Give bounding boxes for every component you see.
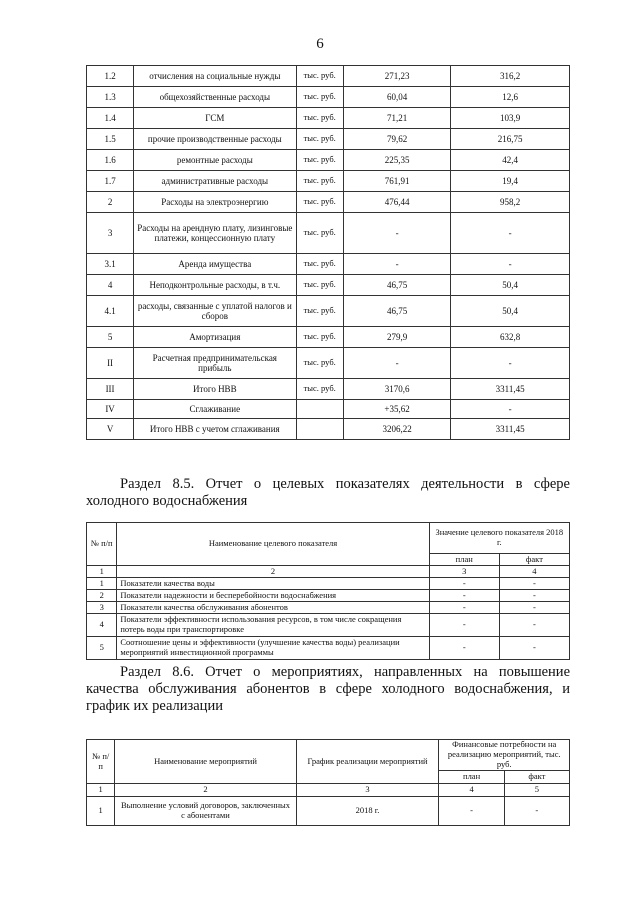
- row-name: ГСМ: [134, 108, 296, 129]
- row-name: Выполнение условий договоров, заключенных с абонентами: [115, 797, 296, 826]
- row-plan: -: [343, 348, 450, 379]
- table-row: [87, 379, 570, 400]
- row-plan: 279,9: [343, 327, 450, 348]
- row-plan: +35,62: [343, 400, 450, 419]
- row-name: общехозяйственные расходы: [134, 87, 296, 108]
- row-name: Амортизация: [134, 327, 296, 348]
- table-row: [87, 327, 570, 348]
- row-number: 5: [87, 637, 117, 660]
- table-row: [87, 87, 570, 108]
- row-unit: тыс. руб.: [296, 275, 343, 296]
- row-number: 1: [87, 578, 117, 590]
- row-fact: -: [451, 348, 570, 379]
- row-fact: 3311,45: [451, 379, 570, 400]
- target-indicators-table: [86, 522, 570, 660]
- table-row: [87, 171, 570, 192]
- table-row: [87, 254, 570, 275]
- row-plan: 46,75: [343, 296, 450, 327]
- row-unit: тыс. руб.: [296, 108, 343, 129]
- table-row: [87, 192, 570, 213]
- row-fact: 42,4: [451, 150, 570, 171]
- row-plan: -: [439, 797, 504, 826]
- table-row: [87, 419, 570, 440]
- row-plan: 271,23: [343, 66, 450, 87]
- row-fact: -: [499, 590, 569, 602]
- row-name: Показатели надежности и бесперебойности водоснабжения: [117, 590, 429, 602]
- row-schedule: 2018 г.: [296, 797, 439, 826]
- table-row: [87, 108, 570, 129]
- row-fact: 316,2: [451, 66, 570, 87]
- col-fact-header: факт: [499, 554, 569, 566]
- row-unit: тыс. руб.: [296, 66, 343, 87]
- row-fact: 50,4: [451, 275, 570, 296]
- row-number: 1.7: [87, 171, 134, 192]
- row-plan: -: [429, 590, 499, 602]
- row-fact: 958,2: [451, 192, 570, 213]
- row-unit: тыс. руб.: [296, 213, 343, 254]
- cost-table: [86, 65, 570, 440]
- row-fact: -: [451, 254, 570, 275]
- col-finance-header: Финансовые потребности на реализацию мероприятий, тыс. руб.: [439, 740, 570, 771]
- row-number: V: [87, 419, 134, 440]
- row-number: IV: [87, 400, 134, 419]
- row-name: Расчетная предпринимательская прибыль: [134, 348, 296, 379]
- row-plan: -: [343, 213, 450, 254]
- row-fact: 19,4: [451, 171, 570, 192]
- row-plan: -: [429, 602, 499, 614]
- row-plan: -: [429, 637, 499, 660]
- table-row: [87, 213, 570, 254]
- row-name: Соотношение цены и эффективности (улучшение качества воды) реализации мероприятий инвестиционной программы: [117, 637, 429, 660]
- table-row: [87, 348, 570, 379]
- row-plan: 225,35: [343, 150, 450, 171]
- table-row: [87, 129, 570, 150]
- row-number: 3.1: [87, 254, 134, 275]
- row-plan: -: [429, 614, 499, 637]
- row-name: Расходы на арендную плату, лизинговые платежи, концессионную плату: [134, 213, 296, 254]
- row-number: 1: [87, 797, 115, 826]
- row-fact: -: [451, 400, 570, 419]
- table-row: [87, 614, 570, 637]
- row-fact: 216,75: [451, 129, 570, 150]
- col-plan-header: план: [429, 554, 499, 566]
- row-name: расходы, связанные с уплатой налогов и сборов: [134, 296, 296, 327]
- row-number: 1.2: [87, 66, 134, 87]
- row-number: II: [87, 348, 134, 379]
- row-name: Аренда имущества: [134, 254, 296, 275]
- row-unit: тыс. руб.: [296, 171, 343, 192]
- row-unit: [296, 400, 343, 419]
- row-plan: 3206,22: [343, 419, 450, 440]
- row-number: 4: [87, 275, 134, 296]
- measures-table: [86, 739, 570, 826]
- row-number: 2: [87, 192, 134, 213]
- row-unit: тыс. руб.: [296, 254, 343, 275]
- row-fact: 50,4: [451, 296, 570, 327]
- row-name: отчисления на социальные нужды: [134, 66, 296, 87]
- row-unit: тыс. руб.: [296, 327, 343, 348]
- row-fact: -: [499, 614, 569, 637]
- row-fact: 632,8: [451, 327, 570, 348]
- row-plan: 761,91: [343, 171, 450, 192]
- table-row: [87, 150, 570, 171]
- table-row: [87, 637, 570, 660]
- col-name-header: Наименование мероприятий: [115, 740, 296, 784]
- index-cell: 3: [429, 566, 499, 578]
- row-name: Показатели качества обслуживания абонентов: [117, 602, 429, 614]
- row-name: Сглаживание: [134, 400, 296, 419]
- section-8-6-title: Раздел 8.6. Отчет о мероприятиях, направленных на повышение качества обслуживания абонентов в сфере холодного водоснабжения, и график их реализации: [86, 664, 570, 714]
- row-unit: тыс. руб.: [296, 348, 343, 379]
- row-fact: 12,6: [451, 87, 570, 108]
- col-num-header: № п/п: [87, 523, 117, 566]
- table-row: [87, 296, 570, 327]
- row-number: 5: [87, 327, 134, 348]
- table-row: [87, 578, 570, 590]
- row-plan: 46,75: [343, 275, 450, 296]
- row-unit: тыс. руб.: [296, 296, 343, 327]
- row-fact: 103,9: [451, 108, 570, 129]
- row-name: Итого НВВ: [134, 379, 296, 400]
- row-plan: 476,44: [343, 192, 450, 213]
- row-unit: тыс. руб.: [296, 379, 343, 400]
- table-row: [87, 590, 570, 602]
- row-unit: тыс. руб.: [296, 192, 343, 213]
- row-name: прочие производственные расходы: [134, 129, 296, 150]
- index-cell: 2: [117, 566, 429, 578]
- row-number: 4: [87, 614, 117, 637]
- index-cell: 2: [115, 784, 296, 797]
- col-plan-header: план: [439, 771, 504, 784]
- table-row: [87, 797, 570, 826]
- row-plan: -: [343, 254, 450, 275]
- index-cell: 4: [499, 566, 569, 578]
- table-row: [87, 400, 570, 419]
- row-plan: 3170,6: [343, 379, 450, 400]
- row-number: 3: [87, 602, 117, 614]
- row-fact: -: [499, 578, 569, 590]
- row-name: ремонтные расходы: [134, 150, 296, 171]
- row-name: административные расходы: [134, 171, 296, 192]
- row-number: 2: [87, 590, 117, 602]
- row-number: 3: [87, 213, 134, 254]
- row-fact: 3311,45: [451, 419, 570, 440]
- row-number: III: [87, 379, 134, 400]
- row-number: 1.4: [87, 108, 134, 129]
- row-unit: тыс. руб.: [296, 150, 343, 171]
- col-name-header: Наименование целевого показателя: [117, 523, 429, 566]
- row-fact: -: [451, 213, 570, 254]
- row-name: Показатели качества воды: [117, 578, 429, 590]
- row-number: 4.1: [87, 296, 134, 327]
- row-plan: 71,21: [343, 108, 450, 129]
- col-fact-header: факт: [504, 771, 569, 784]
- page-number: 6: [316, 36, 324, 52]
- col-value-header: Значение целевого показателя 2018 г.: [429, 523, 569, 554]
- row-unit: тыс. руб.: [296, 87, 343, 108]
- index-cell: 1: [87, 784, 115, 797]
- row-number: 1.6: [87, 150, 134, 171]
- index-cell: 5: [504, 784, 569, 797]
- row-number: 1.5: [87, 129, 134, 150]
- table-row: [87, 66, 570, 87]
- col-schedule-header: График реализации мероприятий: [296, 740, 439, 784]
- row-plan: 60,04: [343, 87, 450, 108]
- row-unit: [296, 419, 343, 440]
- row-name: Неподконтрольные расходы, в т.ч.: [134, 275, 296, 296]
- index-cell: 4: [439, 784, 504, 797]
- index-cell: 1: [87, 566, 117, 578]
- row-fact: -: [499, 602, 569, 614]
- table-row: [87, 602, 570, 614]
- index-cell: 3: [296, 784, 439, 797]
- row-name: Расходы на электроэнергию: [134, 192, 296, 213]
- section-8-5-title: Раздел 8.5. Отчет о целевых показателях деятельности в сфере холодного водоснабжения: [86, 476, 570, 509]
- row-fact: -: [499, 637, 569, 660]
- row-number: 1.3: [87, 87, 134, 108]
- col-num-header: № п/п: [87, 740, 115, 784]
- row-plan: 79,62: [343, 129, 450, 150]
- table-row: [87, 275, 570, 296]
- row-unit: тыс. руб.: [296, 129, 343, 150]
- row-plan: -: [429, 578, 499, 590]
- row-name: Итого НВВ с учетом сглаживания: [134, 419, 296, 440]
- row-name: Показатели эффективности использования ресурсов, в том числе сокращения потерь воды при транспортировке: [117, 614, 429, 637]
- row-fact: -: [504, 797, 569, 826]
